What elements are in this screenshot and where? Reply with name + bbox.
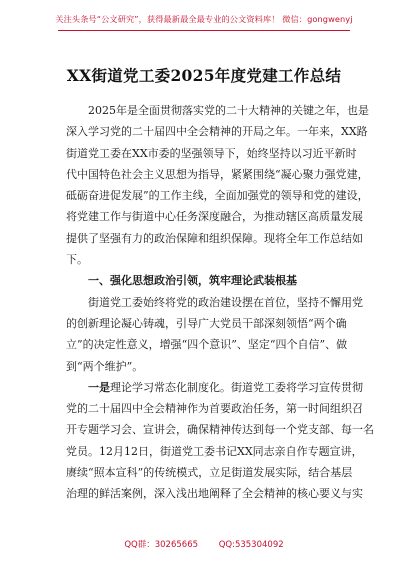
footer (0, 538, 408, 550)
line-text: 将党建工作与街道中心任务深度融合，为推动辖区高质量发展 (66, 210, 363, 224)
line-text: 街道党工委在XX市委的坚强领导下，始终坚持以习近平新时 (66, 146, 357, 160)
line-text: 街道党工委始终将党的政治建设摆在首位，坚持不懈用党 (88, 295, 363, 309)
footer-qq-group: QQ群：30265665 (124, 540, 199, 550)
document-body (66, 100, 374, 505)
body-line (66, 206, 363, 227)
line-text: 理论学习常态化制度化。街道党工委将学习宣传贯彻 (110, 380, 363, 394)
line-text: 一、强化思想政治引领，筑牢理论武装根基 (88, 274, 297, 288)
line-text: 赓续“照本宣科”的传统模式，立足街道发展实际，结合基层 (66, 466, 353, 480)
body-line (66, 334, 348, 355)
body-line (66, 313, 347, 334)
line-text: 代中国特色社会主义思想为指导，紧紧围绕“凝心聚力强党建， (66, 167, 369, 181)
line-text: 到“两个维护”。 (66, 359, 144, 373)
line-text: 治理的鲜活案例，深入浅出地阐释了全会精神的核心要义与实 (66, 487, 363, 501)
footer-qq: QQ:535304092 (218, 540, 284, 550)
body-line (66, 121, 368, 142)
body-line (66, 228, 363, 249)
line-text: 提供了坚强有力的政治保障和组织保障。现将全年工作总结如 (66, 231, 363, 245)
body-line (66, 419, 374, 440)
line-text: 开专题学习会、宣讲会，确保精神传达到每一个党支部、每一名 (66, 423, 374, 437)
line-text: 的创新理论凝心铸魂，引导广大党员干部深刻领悟“两个确 (66, 316, 347, 330)
document-title: XX街道党工委2025年度党建工作总结 (66, 66, 342, 85)
body-line (66, 441, 363, 462)
line-text: 党员。12月12日，街道党工委书记XX同志亲自作专题宣讲， (66, 444, 363, 458)
line-text: 立”的决定性意义，增强“四个意识”、坚定“四个自信”、做 (66, 338, 348, 352)
body-line (66, 483, 363, 504)
body-line (66, 164, 369, 185)
line-text: 下。 (66, 253, 88, 267)
body-line (66, 356, 342, 377)
body-line (66, 143, 357, 164)
body-line (66, 462, 353, 483)
section-heading (66, 270, 342, 291)
body-line (66, 249, 342, 270)
body-line (66, 377, 363, 398)
line-text: 深入学习党的二十届四中全会精神的开局之年。一年来，XX路 (66, 125, 368, 139)
line-text: 党的二十届四中全会精神作为首要政治任务，第一时间组织召 (66, 402, 363, 416)
body-line (66, 100, 369, 121)
body-line (66, 398, 363, 419)
lead-phrase: 一是 (88, 380, 110, 394)
header-divider (58, 30, 350, 31)
body-line (66, 185, 369, 206)
line-text: 砥砺奋进促发展”的工作主线，全面加强党的领导和党的建设， (66, 189, 369, 203)
line-text: 2025年是全面贯彻落实党的二十大精神的关键之年，也是 (88, 104, 369, 117)
body-line (66, 292, 363, 313)
header-banner: 关注头条号“公文研究”，获得最新最全最专业的公文资料库！ 微信：gongwenyj (55, 14, 353, 24)
